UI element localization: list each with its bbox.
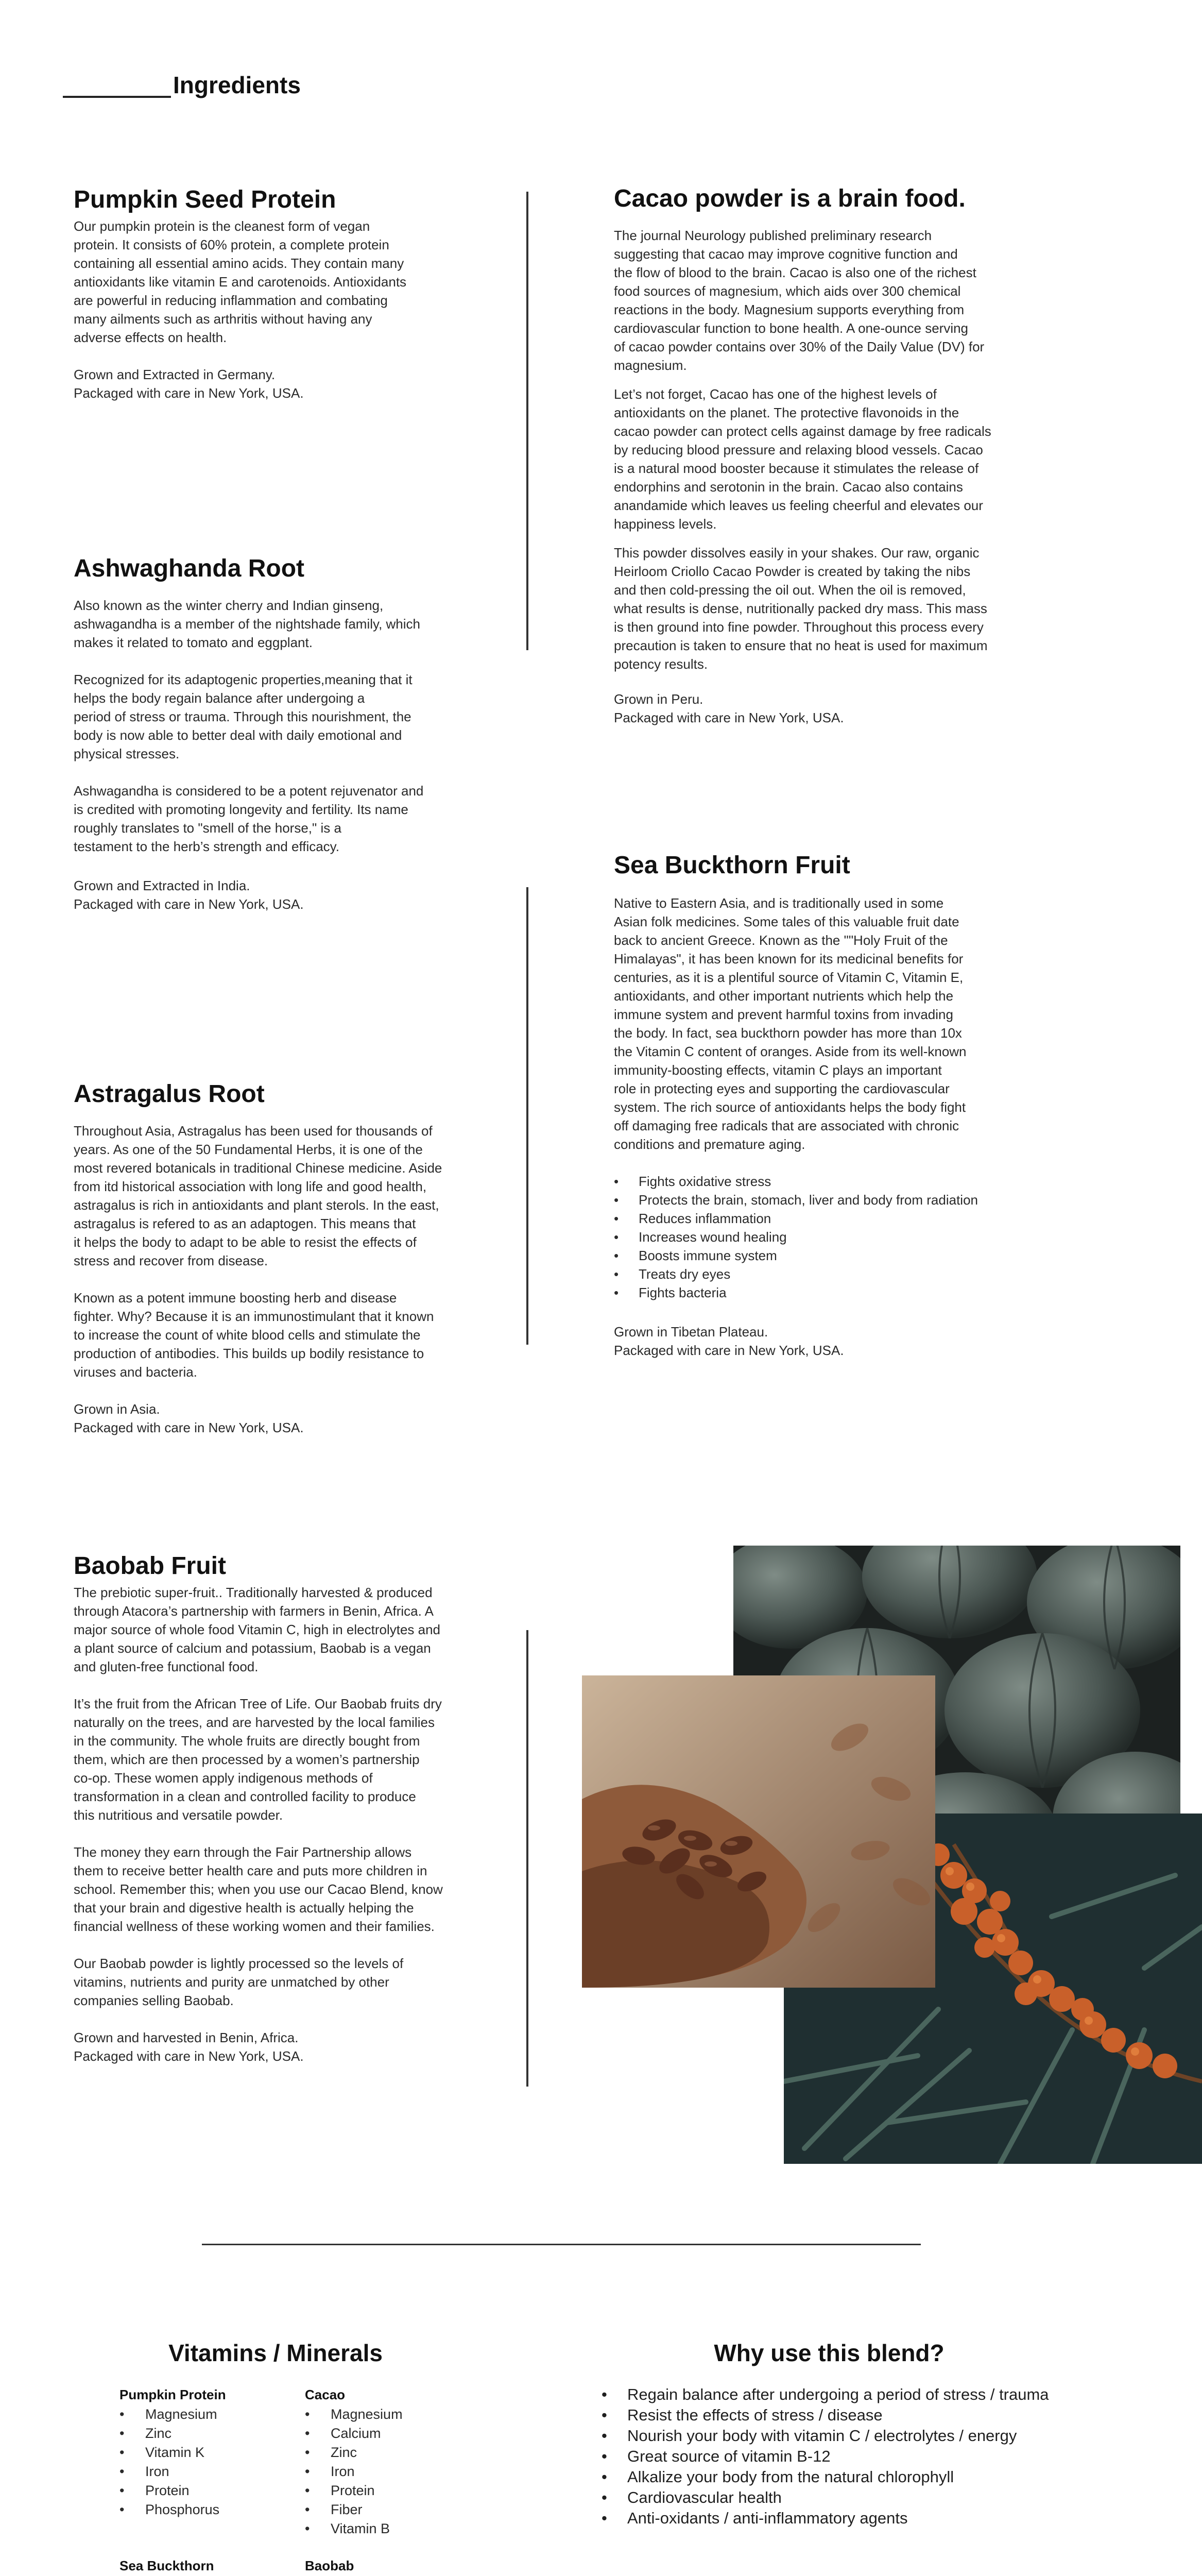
vitamins-title: Vitamins / Minerals: [168, 2340, 383, 2366]
astragalus-title: Astragalus Root: [74, 1080, 265, 1108]
list-item: • Magnesium: [331, 2405, 480, 2424]
ashwagandha-p2: Recognized for its adaptogenic properties,meaning that it helps the body regain balance after undergoing a period of stress or trauma. Through this nourishment, the body is now able to better deal with daily emotional and physical stresses.: [74, 672, 413, 762]
list-item: • Boosts immune system: [639, 1246, 1041, 1265]
page-title: Ingredients: [173, 72, 301, 98]
cacao-p1: The journal Neurology published preliminary research suggesting that cacao may improve cognitive function and the flow of blood to the brain. Cacao is also one of the richest food sources of magnesium, which aids over 300 chemical reactions in the body. Magnesium supports everything from cardiovascular function to bone health. A one-ounce serving of cacao powder contains over 30% of the Daily Value (DV) for magnesium.: [614, 228, 985, 374]
vitamin-list: [119, 2405, 295, 2519]
list-item: • Calcium: [331, 2424, 480, 2443]
baobab-title: Baobab Fruit: [74, 1552, 226, 1580]
cacao-p3: This powder dissolves easily in your shakes. Our raw, organic Heirloom Criollo Cacao Powder is created by taking the nibs and then cold-pressing the oil out. When the oil is removed, what results is dense, nutritionally packed dry mass. This mass is then ground into fine powder. Throughout this process every precaution is taken to ensure that no heat is used for maximum potency results.: [614, 545, 988, 672]
pumpkin-body: Our pumpkin protein is the cleanest form of vegan protein. It consists of 60% protein, a complete protein containing all essential amino acids. They contain many antioxidants like vitamin E and carotenoids. Antioxidants are powerful in reducing inflammation and combating many ailments such as arthritis without having any adverse effects on health.: [74, 218, 407, 346]
section-divider: [202, 2244, 921, 2245]
list-item: • Vitamin B: [331, 2519, 480, 2538]
list-item: • Treats dry eyes: [639, 1265, 1041, 1283]
seabuckthorn-origin: Grown in Tibetan Plateau. Packaged with care in New York, USA.: [614, 1324, 844, 1359]
list-item: • Reduces inflammation: [639, 1209, 1041, 1228]
list-item: • Anti-oxidants / anti-inflammatory agents: [627, 2508, 1142, 2529]
list-item: • Fiber: [331, 2500, 480, 2519]
baobab-origin: Grown and harvested in Benin, Africa. Packaged with care in New York, USA.: [74, 2030, 304, 2064]
list-item: • Alkalize your body from the natural chlorophyll: [627, 2467, 1142, 2487]
astragalus-origin: Grown in Asia. Packaged with care in New York, USA.: [74, 1401, 304, 1436]
list-item: • Great source of vitamin B-12: [627, 2446, 1142, 2467]
list-item: • Fights oxidative stress: [639, 1172, 1041, 1191]
pumpkin-title: Pumpkin Seed Protein: [74, 186, 336, 213]
cacao-section: [614, 184, 1041, 727]
vitamin-group-name: Baobab: [305, 2558, 354, 2573]
ashwagandha-origin: Grown and Extracted in India. Packaged with care in New York, USA.: [74, 878, 304, 912]
ashwagandha-p3: Ashwagandha is considered to be a potent rejuvenator and is credited with promoting longevity and fertility. Its name roughly translates to "smell of the horse," is a testament to the herb’s strength and efficacy.: [74, 783, 424, 855]
vitamin-group-name: Pumpkin Protein: [119, 2387, 226, 2402]
baobab-p4: Our Baobab powder is lightly processed so the levels of vitamins, nutrients and purity are unmatched by other companies selling Baobab.: [74, 1956, 404, 2009]
cacao-title: Cacao powder is a brain food.: [614, 185, 966, 212]
vitamin-group: [119, 2556, 295, 2576]
ashwagandha-title: Ashwaghanda Root: [74, 555, 305, 582]
list-item: • Regain balance after undergoing a period of stress / trauma: [627, 2384, 1142, 2405]
seabuckthorn-title: Sea Buckthorn Fruit: [614, 852, 850, 879]
seabuckthorn-body: Native to Eastern Asia, and is traditionally used in some Asian folk medicines. Some tales of this valuable fruit date back to ancient Greece. Known as the ""Holy Fruit of the Himalayas", it has been known for its medicinal benefits for centuries, as it is a plentiful source of Vitamin C, Vitamin E, antioxidants, and other important nutrients which help the immune system and prevent harmful toxins from invading the body. In fact, sea buckthorn powder has more than 10x the Vitamin C content of oranges. Aside from its well-known immunity-boosting effects, vitamin C plays an important role in protecting eyes and supporting the cardiovascular system. The rich source of antioxidants helps the body fight off damaging free radicals that are associated with chronic conditions and premature aging.: [614, 895, 967, 1153]
list-item: • Iron: [145, 2462, 295, 2481]
vitamin-group: [305, 2556, 490, 2576]
vitamin-group-name: Sea Buckthorn: [119, 2558, 214, 2573]
why-title: Why use this blend?: [714, 2340, 945, 2366]
why-list: [602, 2384, 1142, 2529]
list-item: • Iron: [331, 2462, 480, 2481]
list-item: • Nourish your body with vitamin C / electrolytes / energy: [627, 2426, 1142, 2446]
baobab-p3: The money they earn through the Fair Partnership allows them to receive better health care and puts more children in school. Remember this; when you use our Cacao Blend, know that your brain and digestive health is actually helping the financial wellness of these working women and their families.: [74, 1844, 443, 1935]
pumpkin-origin: Grown and Extracted in Germany. Packaged with care in New York, USA.: [74, 367, 304, 401]
column-divider: [526, 887, 528, 1345]
vitamin-group: [119, 2385, 295, 2519]
vitamin-list: [305, 2405, 480, 2538]
header-rule: [63, 96, 171, 98]
cacao-origin: Grown in Peru. Packaged with care in New York, USA.: [614, 691, 844, 726]
ashwagandha-p1: Also known as the winter cherry and Indian ginseng, ashwagandha is a member of the nightshade family, which makes it related to tomato and eggplant.: [74, 598, 421, 651]
list-item: • Magnesium: [145, 2405, 295, 2424]
ashwagandha-section: [74, 554, 478, 913]
column-divider: [526, 192, 528, 650]
list-item: • Protects the brain, stomach, liver and body from radiation: [639, 1191, 1041, 1209]
baobab-p1: The prebiotic super-fruit.. Traditionally harvested & produced through Atacora’s partnership with farmers in Benin, Africa. A major source of whole food Vitamin C, high in electrolytes and a plant source of calcium and potassium, Baobab is a vegan and gluten-free functional food.: [74, 1585, 441, 1675]
list-item: • Zinc: [331, 2443, 480, 2462]
astragalus-section: [74, 1080, 478, 1437]
list-item: • Fights bacteria: [639, 1283, 1041, 1302]
pumpkin-section: [74, 185, 478, 402]
astragalus-p1: Throughout Asia, Astragalus has been used for thousands of years. As one of the 50 Fundamental Herbs, it is one of the most revered botanicals in traditional Chinese medicine. Aside from itd historical association with long life and good health, astragalus is rich in antioxidants and plant sterols. In the east, astragalus is refered to as an adaptogen. This means that it helps the body to adapt to be able to resist the effects of stress and recover from disease.: [74, 1123, 442, 1269]
seabuckthorn-section: [614, 851, 1041, 1360]
astragalus-p2: Known as a potent immune boosting herb and disease fighter. Why? Because it is an immunostimulant that it known to increase the count of white blood cells and stimulate the production of antibodies. This builds up bodily resistance to viruses and bacteria.: [74, 1290, 434, 1380]
list-item: • Protein: [145, 2481, 295, 2500]
column-divider: [526, 1630, 528, 2087]
seabuckthorn-benefits: [614, 1172, 1041, 1302]
list-item: • Increases wound healing: [639, 1228, 1041, 1246]
cacao-beans-photo: [582, 1675, 935, 1988]
list-item: • Cardiovascular health: [627, 2487, 1142, 2508]
vitamin-group: [305, 2385, 480, 2538]
cacao-p2: Let’s not forget, Cacao has one of the highest levels of antioxidants on the planet. The protective flavonoids in the cacao powder can protect cells against damage by free radicals by reducing blood pressure and relaxing blood vessels. Cacao is a natural mood booster because it stimulates the release of endorphins and serotonin in the brain. Cacao also contains anandamide which leaves us feeling cheerful and elevates our happiness levels.: [614, 386, 991, 532]
list-item: • Resist the effects of stress / disease: [627, 2405, 1142, 2426]
list-item: • Phosphorus: [145, 2500, 295, 2519]
baobab-section: [74, 1552, 496, 2065]
vitamin-group-name: Cacao: [305, 2387, 346, 2402]
list-item: • Protein: [331, 2481, 480, 2500]
baobab-p2: It’s the fruit from the African Tree of Life. Our Baobab fruits dry naturally on the trees, and are harvested by the local families in the community. The whole fruits are directly bought from them, which are then processed by a women’s partnership co-op. These women apply indigenous methods of transformation in a clean and controlled facility to produce this nutritious and versatile powder.: [74, 1696, 442, 1823]
list-item: • Zinc: [145, 2424, 295, 2443]
list-item: • Vitamin K: [145, 2443, 295, 2462]
